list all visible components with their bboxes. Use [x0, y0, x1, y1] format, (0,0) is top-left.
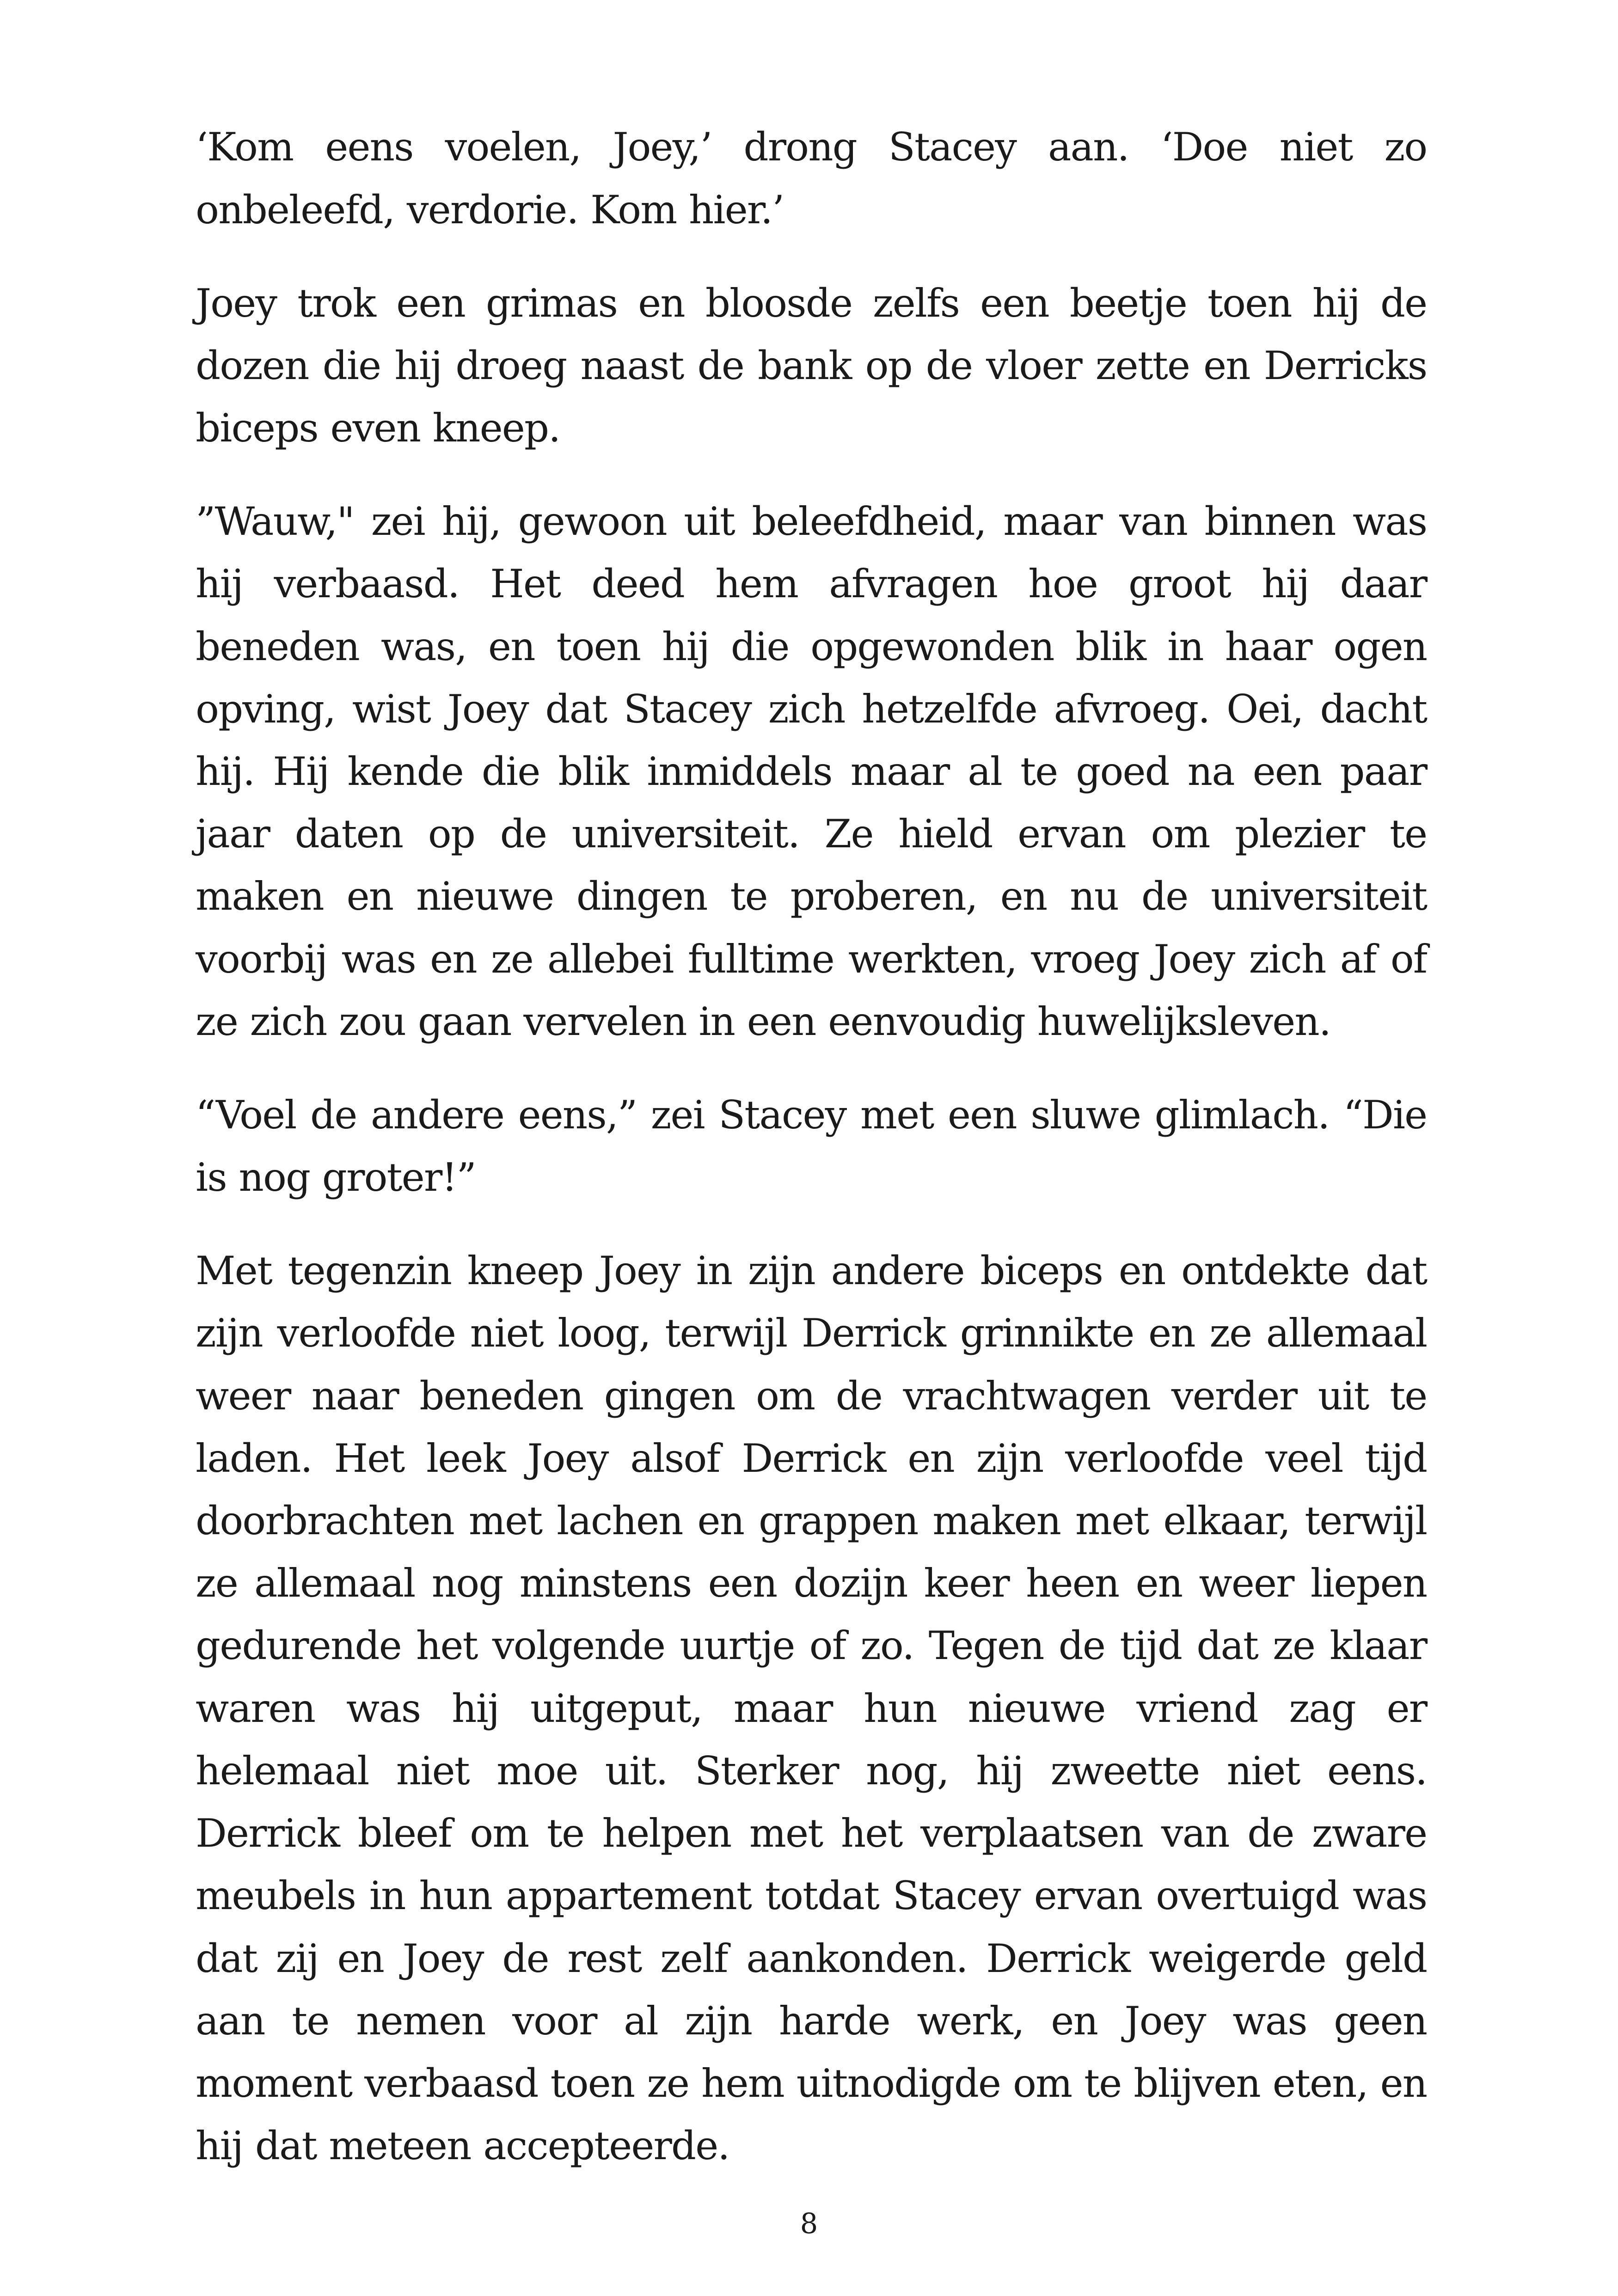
- paragraph-1: ‘Kom eens voelen, Joey,’ drong Stacey aan. ‘Doe niet zo onbeleefd, verdorie. Kom hier.’: [196, 124, 1427, 233]
- page-number: 8: [800, 2207, 818, 2240]
- body-text: [196, 116, 1427, 2208]
- paragraph-3: ”Wauw," zei hij, gewoon uit beleefdheid, maar van binnen was hij verbaasd. Het deed hem afvragen hoe groot hij daar beneden was, en toen hij die opgewonden blik in haar ogen opving, wist Joey dat Stacey zich hetzelfde afvroeg. Oei, dacht hij. Hij kende die blik inmiddels maar al te goed na een paar jaar daten op de universiteit. Ze hield ervan om plezier te maken en nieuwe dingen te proberen, en nu de universiteit voorbij was en ze allebei fulltime werkten, vroeg Joey zich af of ze zich zou gaan vervelen in een eenvoudig huwelijksleven.: [196, 499, 1427, 1044]
- paragraph-4: “Voel de andere eens,” zei Stacey met een sluwe glimlach. “Die is nog groter!”: [196, 1092, 1427, 1200]
- paragraph-5: Met tegenzin kneep Joey in zijn andere biceps en ontdekte dat zijn verloofde niet loog, terwijl Derrick grinnikte en ze allemaal weer naar beneden gingen om de vrachtwagen verder uit te laden. Het leek Joey alsof Derrick en zijn verloofde veel tijd doorbrachten met lachen en grappen maken met elkaar, terwijl ze allemaal nog minstens een dozijn keer heen en weer liepen gedurende het volgende uurtje of zo. Tegen de tijd dat ze klaar waren was hij uitgeput, maar hun nieuwe vriend zag er helemaal niet moe uit. Sterker nog, hij zweette niet eens. Derrick bleef om te helpen met het verplaatsen van de zware meubels in hun appartement totdat Stacey ervan overtuigd was dat zij en Joey de rest zelf aankonden. Derrick weigerde geld aan te nemen voor al zijn harde werk, en Joey was geen moment verbaasd toen ze hem uitnodigde om te blijven eten, en hij dat meteen accepteerde.: [196, 1248, 1427, 2169]
- paragraph-2: Joey trok een grimas en bloosde zelfs een beetje toen hij de dozen die hij droeg naast de bank op de vloer zette en Derricks biceps even kneep.: [196, 280, 1427, 451]
